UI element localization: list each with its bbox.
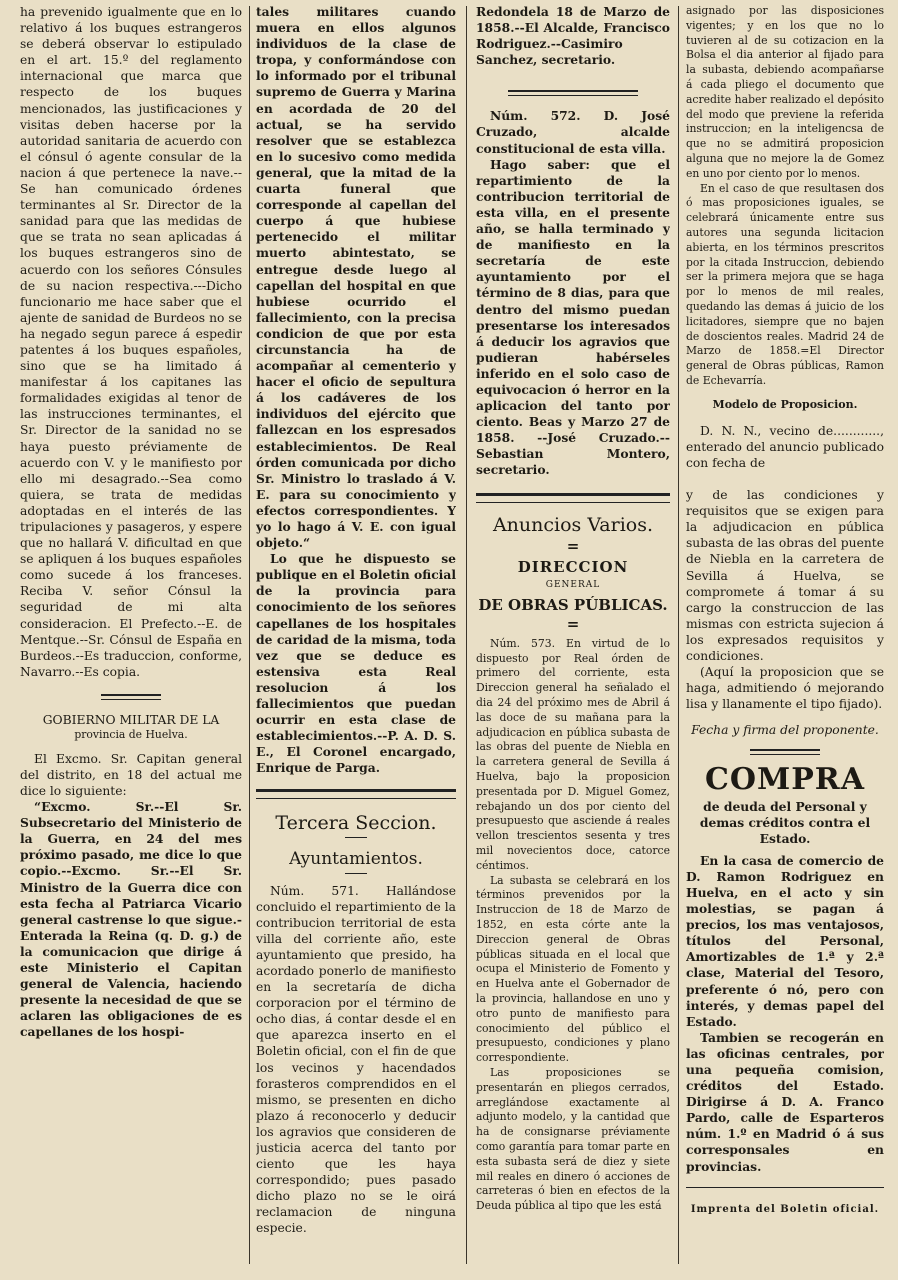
paragraph: El Excmo. Sr. Capitan general del distrito, en 18 del actual me dice lo siguiente: [20,751,242,799]
separator-rule [256,789,456,799]
section-heading: GOBIERNO MILITAR DE LA [42,712,220,727]
paragraph: Lo que he dispuesto se publique en el Boletin oficial de la provincia para conocimiento de los señores capellanes de los hospitales de caridad de la misma, toda vez que se deduce es estensiva esta Real resolucion á los fallecimientos que puedan ocurrir en esta clase de establecimientos.--P. A. D. S. E., El Coronel encargado, Enrique de Parga. [256,551,456,776]
obras-publicas-title: DE OBRAS PÚBLICAS. [478,595,668,614]
separator-rule [345,837,367,839]
separator-mark: = [566,536,580,555]
section-title: Tercera Seccion. [275,811,437,834]
column-1 [20,4,242,1256]
paragraph: Núm. 571. Hallándose concluido el repartimiento de la contribucion territorial de esta villa del corriente año, este ayuntamiento que presido, ha acordado ponerlo de manifiesto en la secretaría de dicha corporacion por el término de ocho dias, á contar desde el en que aparezca inserto en el Boletin oficial, con el fin de que los vecinos y hacendados forasteros comprendidos en el mismo, se presenten en dicho plazo á reconocerlo y deducir los agravios que consideren de justicia acerca del tanto por ciento que les haya correspondido; pues pasado dicho plazo no se le oirá reclamacion de ninguna especie. [256,883,456,1236]
paragraph: En la casa de comercio de D. Ramon Rodriguez en Huelva, en el acto y sin molestias, se pagan á precios, los mas ventajosos, títulos del Personal, Amortizables de 1.ª y 2.ª clase, Material del Tesoro, preferente ó nó, pero con interés, y demas papel del Estado. [686,852,884,1029]
paragraph: asignado por las disposiciones vigentes; y en los que no lo tuvieren al de su cotizacion en la Bolsa el dia anterior al fijado para la subasta, debiendo acompañarse á cada pliego el documento que acredite haber realizado el depósito del modo que previene la referida instruccion; en la inteligencsa de que no se admitirá proposicion alguna que no mejore la de Gomez en uno por ciento por lo menos. [686,4,884,180]
paragraph: Redondela 18 de Marzo de 1858.--El Alcalde, Francisco Rodriguez.--Casimiro Sanchez, secretario. [476,4,670,68]
modelo-heading: Modelo de Proposicion. [712,397,858,411]
subsection-title: Ayuntamientos. [289,848,423,869]
paragraph: Las proposiciones se presentarán en pliegos cerrados, arreglándose exactamente al adjunto modelo, y la cantidad que ha de consignarse préviamente como garantía para tomar parte en esta subasta será de diez y siete mil reales en dinero ó acciones de carreteras ó bien en efectos de la Deuda pública al tipo que les está [476,1065,670,1213]
compra-subtitle: de deuda del Personal y demas créditos contra el Estado. [699,798,871,846]
column-3 [476,4,670,1256]
paragraph: D. N. N., vecino de............, enterado del anuncio publicado con fecha de [686,423,884,470]
paragraph: La subasta se celebrará en los términos prevenidos por la Instruccion de 18 de Marzo de 1852, en esta córte ante la Direccion general de Obras públicas situada en el local que ocupa el Ministerio de Fomento y en Huelva ante el Gobernador de la provincia, hallandose en uno y otro punto de manifiesto para conocimiento del público el presupuesto, condiciones y plano correspondiente. [476,873,670,1065]
paragraph: (Aquí la proposicion que se haga, admitiendo ó mejorando lisa y llanamente el tipo fijado). [686,665,884,712]
paragraph: ha prevenido igualmente que en lo relativo á los buques estrangeros se deberá observar lo estipulado en el art. 15.º del reglamento internacional que marca que respecto de los buques mencionados, las justificaciones y visitas deben hacerse por la autoridad sanitaria de acuerdo con el cónsul ó agente consular de la nacion á que pertenece la nave.--Se han comunicado órdenes terminantes al Sr. Director de la sanidad para que las medidas de que se trata no sean aplicadas á los buques estrangeros sino de acuerdo con los señores Cónsules de su nacion respectiva.---Dicho funcionario me hace saber que el ajente de sanidad de Burdeos no se ha negado segun parece á espedir patentes á los buques españoles, sino que se ha limitado á manifestar á los capitanes las formalidades exigidas al tenor de las instrucciones terminantes, el Sr. Director de la sanidad no se haya puesto préviamente de acuerdo con V. y le manifiesto por ello mi desagrado.--Sea como quiera, se trata de medidas adoptadas en el interés de las tripulaciones y pasageros, y espere que no hallará V. dificultad en que se apliquen á los buques españoles como sucede á los franceses. Reciba V. señor Cónsul la seguridad de mi alta consideracion. El Prefecto.--E. de Mentque.--Sr. Cónsul de España en Burdeos.--Es traduccion, conforme, Navarro.--Es copia. [20,5,242,679]
column-divider [678,6,679,1264]
column-divider [249,6,250,1264]
paragraph: y de las condiciones y requisitos que se exigen para la adjudicacion en pública subasta de las obras del puente de Niebla en la carretera de Sevilla á Huelva, se compromete á tomar á su cargo la construccion de las mismas con estricta sujecion á los expresados requisitos y condiciones. [686,488,884,664]
paragraph: Hago saber: que el repartimiento de la contribucion territorial de esta villa, en el presente año, se halla terminado y de manifiesto en la secretaría de este ayuntamiento por el término de 8 dias, para que dentro del mismo puedan presentarse los interesados á deducir los agravios que pudieran habérseles inferido en el solo caso de equivocacion ó herror en la aplicacion del tanto por ciento. Beas y Marzo 27 de 1858. --José Cruzado.--Sebastian Montero, secretario. [476,156,670,478]
paragraph: “Excmo. Sr.--El Sr. Subsecretario del Ministerio de la Guerra, en 24 del mes próximo pasado, me dice lo que copio.--Excmo. Sr.--El Sr. Ministro de la Guerra dice con esta fecha al Patriarca Vicario general castrense lo que sigue.-Enterada la Reina (q. D. g.) de la comunicacion que dirige á este Ministerio el Capitan general de Valencia, haciendo presente la necesidad de que se aclaren las obligaciones de es capellanes de los hospi- [20,799,242,1040]
section-subheading: provincia de Huelva. [74,728,188,742]
paragraph: tales militares cuando muera en ellos algunos individuos de la clase de tropa, y conformándose con lo informado por el tribunal supremo de Guerra y Marina en acordada de 20 del actual, se ha servido resolver que se establezca en lo sucesivo como medida general, que la mitad de la cuarta funeral que corresponde al capellan del cuerpo á que hubiese pertenecido el militar muerto abintestato, se entregue desde luego al capellan del hospital en que hubiese ocurrido el fallecimiento, con la precisa condicion de que por esta circunstancia ha de acompañar al cementerio y hacer el oficio de sepultura á los cadáveres de los individuos del ejército que fallezcan en los espresados establecimientos. De Real órden comunicada por dicho Sr. Ministro lo traslado á V. E. para su conocimiento y efectos correspondientes. Y yo lo hago á V. E. con igual objeto.“ [256,4,456,551]
separator-rule [750,749,820,755]
paragraph: Tambien se recogerán en las oficinas centrales, por una pequeña comision, créditos del Estado. Dirigirse á D. A. Franco Pardo, calle de Esparteros núm. 1.º en Madrid ó á sus corresponsales en provincias. [686,1029,884,1174]
separator-rule [476,493,670,503]
direccion-title: DIRECCION [517,557,629,576]
printer-imprint: Imprenta del Boletin oficial. [690,1203,880,1215]
direccion-general: GENERAL [545,579,601,590]
paragraph: Núm. 572. D. José Cruzado, alcalde constitucional de esta villa. [476,108,670,156]
separator-rule [345,873,367,875]
separator-rule [508,90,638,96]
paragraph: En el caso de que resultasen dos ó mas proposiciones iguales, se celebrará únicamente entre sus autores una segunda licitacion abierta, en los términos prescritos por la citada Instruccion, debiendo ser la primera mejora que se haga por lo menos de mil reales, quedando las demas á juicio de los licitadores, siempre que no bajen de doscientos reales. Madrid 24 de Marzo de 1858.=El Director general de Obras públicas, Ramon de Echevarría. [686,181,884,387]
separator-rule [686,1187,884,1188]
column-divider [466,6,467,1264]
column-4 [686,4,884,1256]
compra-title: COMPRA [705,761,865,797]
separator-rule [101,694,161,700]
column-2 [256,4,456,1256]
section-title: Anuncios Varios. [492,513,654,536]
separator-mark: = [566,614,580,633]
paragraph: Núm. 573. En virtud de lo dispuesto por Real órden de primero del corriente, esta Direccion general ha señalado el dia 24 del próximo mes de Abril á las doce de su mañana para la adjudicacion en pública subasta de las obras del puente de Niebla en la carretera general de Sevilla á Huelva, bajo la proposicion presentada por D. Miguel Gomez, rebajando un dos por ciento del presupuesto que asciende á reales vellon trescientos sesenta y tres mil novecientos doce, catorce céntimos. [476,636,670,872]
signature-line: Fecha y firma del proponente. [691,723,879,738]
